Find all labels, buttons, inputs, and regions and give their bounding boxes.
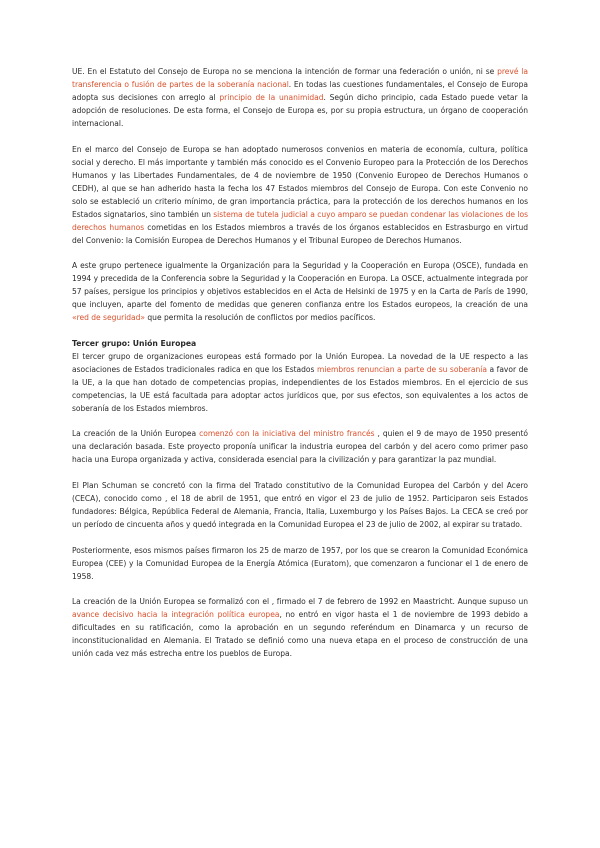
paragraph-text: , no entró en vigor hasta el 1 de noviembre de 1993 debido a dificultades en su ratificación, como la aprobación en un segundo referéndum en Dinamarca y un recurso de inconstitucionalidad en Alemania. El Tratado se definió como una nueva etapa en el proceso de construcción de una unión cada vez más estrecha entre los pueblos de Europa. [72,610,528,659]
paragraph [72,65,528,130]
highlighted-link[interactable]: miembros renuncian a parte de su soberanía [316,364,487,374]
paragraph-text: A este grupo pertenece igualmente la Organización para la Seguridad y la Cooperación en Europa (OSCE), fundada en 1994 y precedida de la Conferencia sobre la Seguridad y la Cooperación en Europa. La OSCE, actualmente integrada por 57 países, persigue los principios y objetivos establecidos en el Acta de Helsinki de 1975 y en la Carta de París de 1990, que incluyen, aparte del fomento de medidas que generen confianza entre los Estados europeos, la creación de una [72,261,528,310]
highlighted-link[interactable]: avance decisivo hacia la integración política europea [72,610,280,620]
paragraph [72,143,528,247]
highlighted-link[interactable]: sistema de tutela judicial a cuyo amparo se puedan condenar las violaciones de los derechos humanos [72,209,528,232]
paragraph [72,479,528,531]
paragraph [72,544,528,583]
paragraph [72,259,528,324]
paragraph-text: En el marco del Consejo de Europa se han adoptado numerosos convenios en materia de economía, cultura, política social y derecho. El más importante y también más conocido es el Convenio Europeo para la Protección de los Derechos Humanos y las Libertades Fundamentales, de 4 de noviembre de 1950 (Convenio Europeo de Derechos Humanos o CEDH), al que se han adherido hasta la fecha los 47 Estados miembros del Consejo de Europa. Con este Convenio no solo se estableció un criterio mínimo, de gran importancia práctica, para la protección de los derechos humanos en los Estados signatarios, sino también un [72,144,528,219]
paragraph-text: . Según dicho principio, cada Estado puede vetar la adopción de resoluciones. De esta forma, el Consejo de Europa es, por su propia estructura, un órgano de cooperación internacional. [72,93,528,128]
paragraph-text: La creación de la Unión Europea se formalizó con el , firmado el 7 de febrero de 1992 en Maastricht. Aunque supuso un [72,597,528,607]
paragraph-text: UE. En el Estatuto del Consejo de Europa no se menciona la intención de formar una federación o unión, ni se [72,67,498,76]
paragraph-text: que permita la resolución de conflictos por medios pacíficos. [145,313,376,323]
paragraph-text: a favor de la UE, a la que han dotado de competencias propias, independientes de los Estados miembros. En el ejercicio de sus competencias, la UE está facultada para adoptar actos jurídicos que, por sus efectos, son equivalentes a los actos de soberanía de los Estados miembros. [72,364,528,413]
paragraph-text: cometidas en los Estados miembros a través de los órganos establecidos en Estrasburgo en virtud del Convenio: la Comisión Europea de Derechos Humanos y el Tribunal Europeo de Derechos Humanos. [72,222,528,245]
paragraph-text: La creación de la Unión Europea [72,429,200,439]
paragraph [72,595,528,660]
paragraph [72,350,528,415]
paragraph-text: Posteriormente, esos mismos países firmaron los 25 de marzo de 1957, por los que se crearon la Comunidad Económica Europea (CEE) y la Comunidad Europea de la Energía Atómica (Euratom), que comenzaron a funcionar el 1 de enero de 1958. [72,545,528,581]
highlighted-link[interactable]: prevé la transferencia o fusión de partes de la soberanía nacional [72,67,528,89]
section-heading: Tercer grupo: Unión Europea [72,338,197,348]
document-body [72,65,528,660]
highlighted-link[interactable]: principio de la unanimidad [219,93,324,102]
paragraph-text: El tercer grupo de organizaciones europeas está formado por la Unión Europea. La novedad de la UE respecto a las asociaciones de Estados tradicionales radica en que los Estados [72,351,528,374]
paragraph [72,427,528,466]
highlighted-link[interactable]: comenzó con la iniciativa del ministro francés [199,429,375,439]
highlighted-link[interactable]: «red de seguridad» [72,313,146,323]
paragraph-text: , quien el 9 de mayo de 1950 presentó una declaración basada. Este proyecto proponía unificar la industria europea del carbón y del acero como primer paso hacia una Europa organizada y activa, considerada esencial para la civilización y para garantizar la paz mundial. [72,429,528,465]
paragraph-text: . En todas las cuestiones fundamentales, el Consejo de Europa adopta sus decisiones con arreglo al [72,80,528,102]
paragraph-text: El Plan Schuman se concretó con la firma del Tratado constitutivo de la Comunidad Europea del Carbón y del Acero (CECA), conocido como , el 18 de abril de 1951, que entró en vigor el 23 de julio de 1952. Participaron seis Estados fundadores: Bélgica, República Federal de Alemania, Francia, Italia, Luxemburgo y los Países Bajos. La CECA se creó por un período de cincuenta años y quedó integrada en la Comunidad Europea el 23 de julio de 2002, al expirar su tratado. [72,480,528,529]
